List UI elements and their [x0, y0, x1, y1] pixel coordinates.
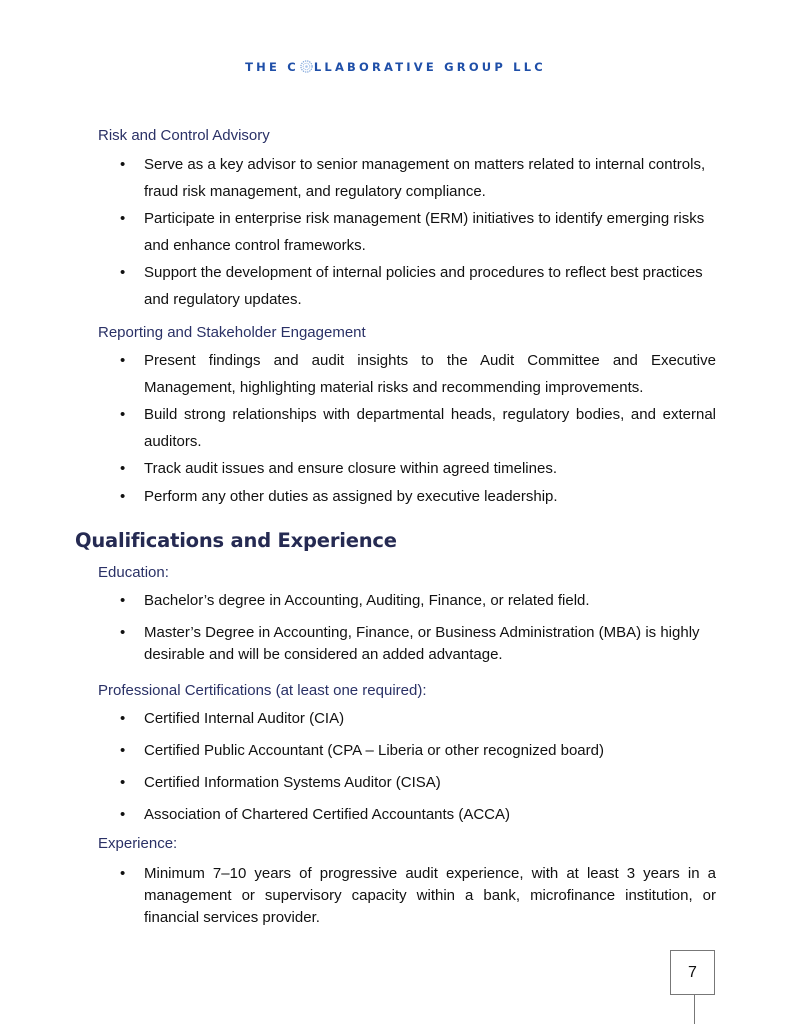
list-item: • Track audit issues and ensure closure within agreed timelines. [144, 455, 716, 482]
certifications-heading: Professional Certifications (at least one required): [98, 682, 427, 699]
list-item: • Certified Public Accountant (CPA – Liberia or other recognized board) [144, 737, 716, 764]
list-item: • Certified Internal Auditor (CIA) [144, 705, 716, 732]
risk-control-heading: Risk and Control Advisory [98, 127, 270, 144]
education-heading: Education: [98, 564, 169, 581]
list-item: • Serve as a key advisor to senior management on matters related to internal controls, fraud risk management, and regulatory compliance. [144, 151, 716, 205]
list-item: • Minimum 7–10 years of progressive audit experience, with at least 3 years in a management or supervisory capacity within a bank, microfinance institution, or financial services provider. [144, 863, 716, 929]
qualifications-heading: Qualifications and Experience [75, 529, 397, 552]
company-name-start: THE C [245, 60, 299, 74]
list-item: • Master’s Degree in Accounting, Finance, or Business Administration (MBA) is highly desirable and will be considered an added advantage. [144, 622, 716, 666]
list-item: • Support the development of internal policies and procedures to reflect best practices and regulatory updates. [144, 259, 716, 313]
list-item: • Certified Information Systems Auditor (CISA) [144, 769, 716, 796]
list-item: • Association of Chartered Certified Accountants (ACCA) [144, 801, 716, 828]
list-item: • Bachelor’s degree in Accounting, Auditing, Finance, or related field. [144, 587, 716, 614]
list-item: • Participate in enterprise risk management (ERM) initiatives to identify emerging risks and enhance control frameworks. [144, 205, 716, 259]
list-item: • Present findings and audit insights to the Audit Committee and Executive Management, highlighting material risks and recommending improvements. [144, 347, 716, 401]
list-item: • Build strong relationships with departmental heads, regulatory bodies, and external auditors. [144, 401, 716, 455]
page-number-rule [694, 995, 695, 1024]
globe-logo-icon [300, 60, 313, 73]
list-item: • Perform any other duties as assigned by executive leadership. [144, 483, 716, 510]
reporting-heading: Reporting and Stakeholder Engagement [98, 324, 366, 341]
experience-heading: Experience: [98, 835, 178, 852]
company-header [0, 60, 791, 74]
page-number: 7 [670, 950, 715, 995]
company-name-end: LLABORATIVE GROUP LLC [313, 60, 546, 74]
